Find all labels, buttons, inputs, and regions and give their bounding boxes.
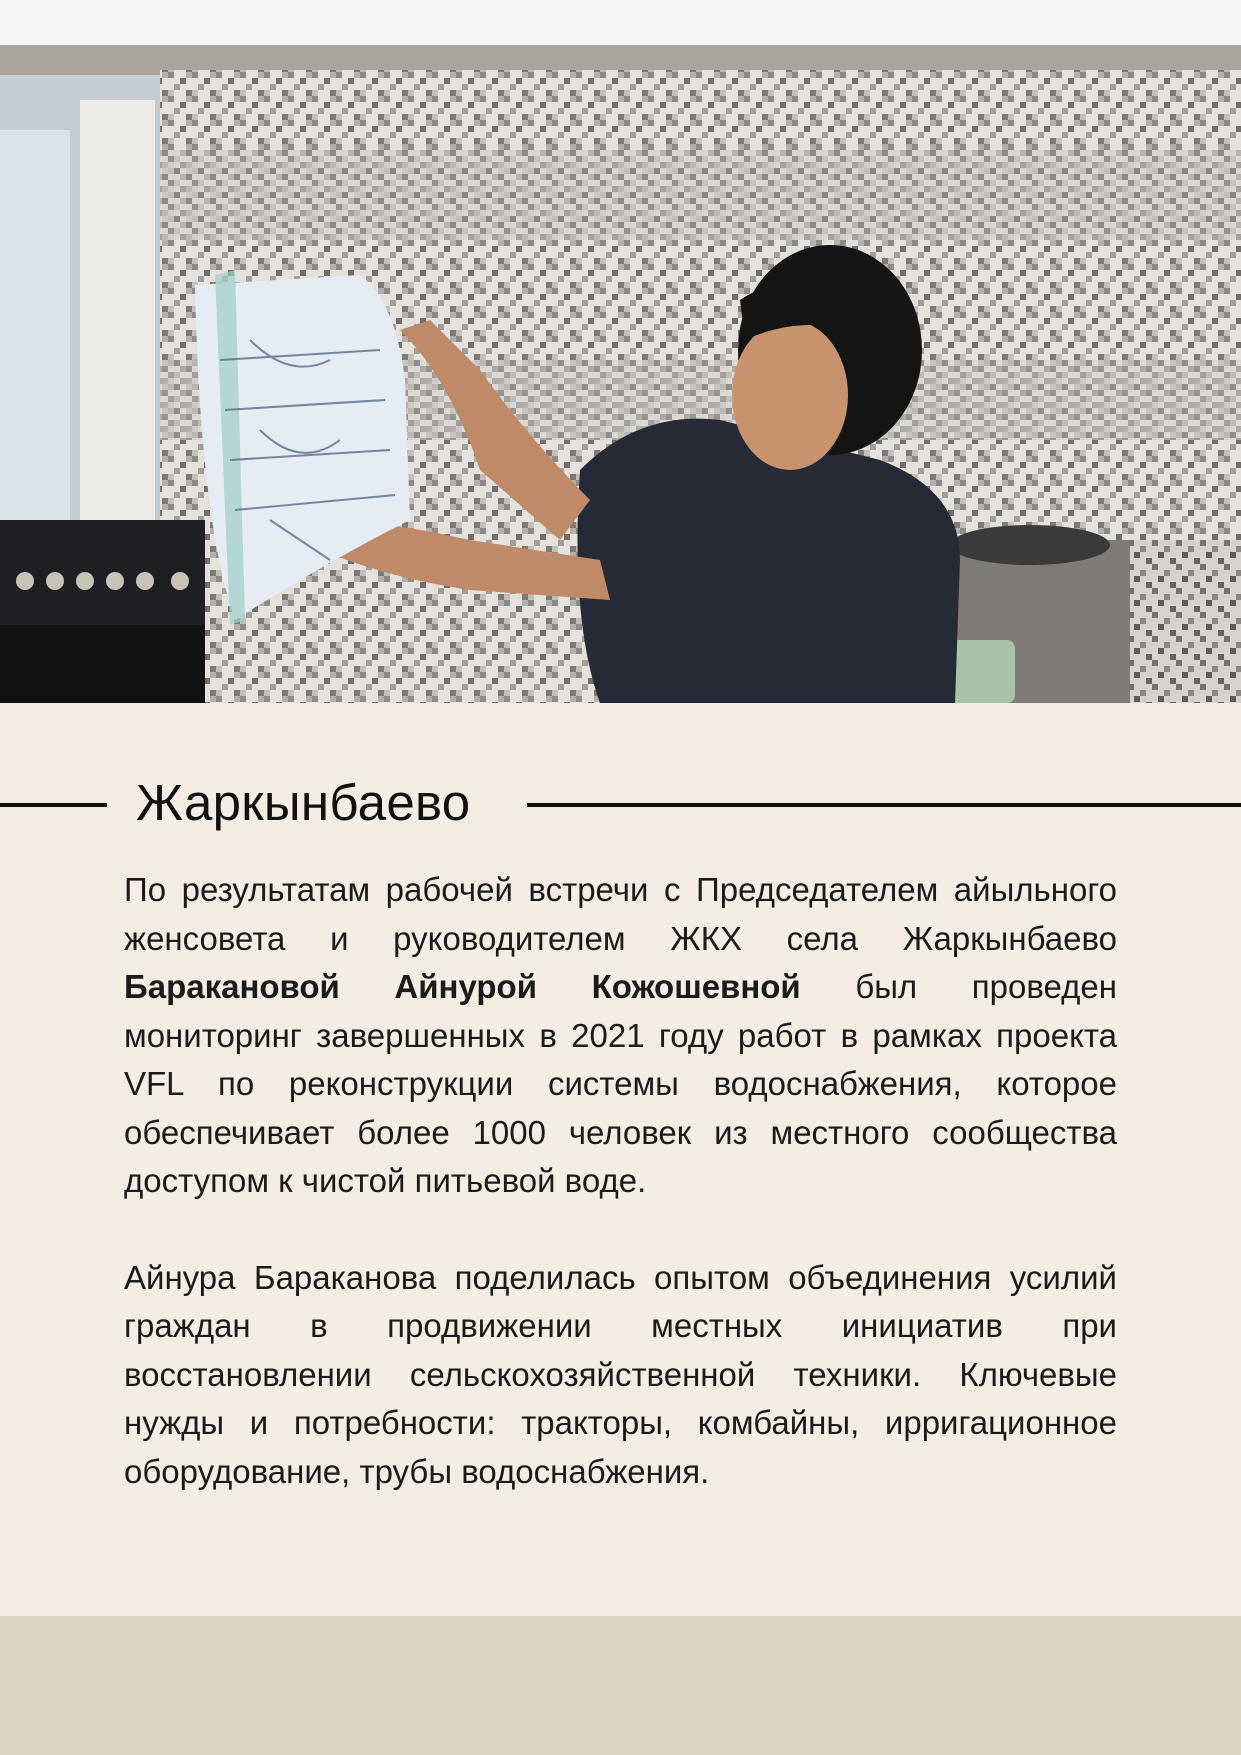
footer-band [0,1616,1241,1755]
paragraph-1-intro: По результатам рабочей встречи с Председателем айыльного женсовета и руководителем ЖКХ села Жаркынбаево [124,871,1117,957]
heading-rule-right [527,803,1241,807]
header-photo [0,0,1241,703]
paragraph-1 [124,866,1117,1206]
body-text [124,866,1117,1496]
paragraph-2: Айнура Бараканова поделилась опытом объединения усилий граждан в продвижении местных инициатив при восстановлении сельскохозяйственной техники. Ключевые нужды и потребности: тракторы, комбайны, ирригационное оборудование, трубы водоснабжения. [124,1258,1117,1490]
paragraph-1-rest: был проведен мониторинг завершенных в 2021 году работ в рамках проекта VFL по реконструкции системы водоснабжения, которое обеспечивает более 1000 человек из местного сообщества доступом к чистой питьевой воде. [124,968,1117,1199]
highlighted-person-name: Баракановой Айнурой Кожошевной [124,968,801,1005]
page-title: Жаркынбаево [136,774,471,831]
heading-rule-left [0,803,107,807]
section-heading-row [0,770,1241,840]
